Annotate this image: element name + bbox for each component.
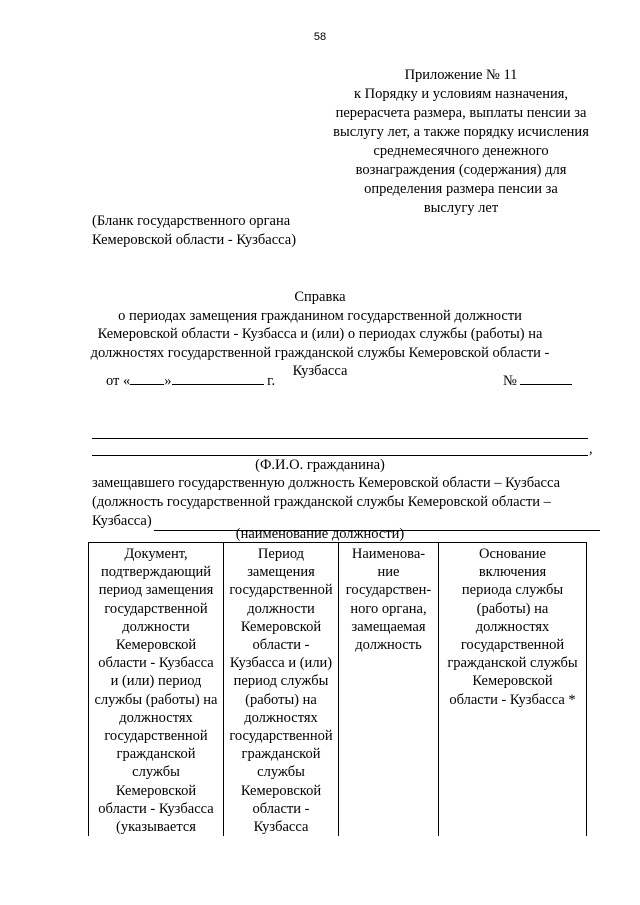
cell-line: Кемеровской [472, 673, 553, 690]
blank-header [92, 212, 296, 250]
subtitle-line: о периодах замещения гражданином государственной должности [118, 307, 522, 324]
certificate-title: Справка [294, 289, 346, 305]
number-label: № [503, 373, 517, 389]
cell-line: государственной [460, 637, 565, 654]
position-caption: (наименование должности) [235, 526, 405, 542]
number-field [503, 371, 572, 390]
cell-line: государственной [104, 600, 208, 617]
cell-line: службы (работы) на [94, 691, 218, 708]
fio-line-2 [92, 455, 588, 456]
appendix-header [318, 66, 604, 218]
cell-line: государственной [229, 582, 333, 599]
cell-line: Документ, [124, 546, 188, 562]
cell-line: области - Кузбасса * [449, 691, 576, 708]
column-header-agency [339, 543, 439, 837]
fio-line-1 [92, 438, 588, 439]
cell-line: Кемеровской [115, 637, 197, 654]
appendix-line: к Порядку и условиям назначения, [353, 86, 569, 102]
column-header-document [89, 543, 224, 837]
fio-caption: (Ф.И.О. гражданина) [255, 457, 385, 473]
table-header-row [89, 543, 587, 837]
cell-line: Основание [479, 546, 546, 562]
blank-line: (Бланк государственного органа [92, 213, 291, 229]
cell-line: Период [257, 546, 305, 562]
day-blank [130, 371, 164, 385]
cell-line: должностях [475, 618, 550, 635]
cell-line: период службы [233, 673, 329, 690]
subtitle-line: должностях государственной гражданской службы Кемеровской области - [90, 344, 550, 361]
column-header-basis [439, 543, 587, 837]
appendix-line: среднемесячного денежного [373, 143, 549, 159]
cell-line: должностях [244, 709, 318, 726]
cell-line: Кемеровской [115, 782, 197, 799]
cell-line: Кемеровской [240, 618, 322, 635]
cell-line: области - Кузбасса [98, 800, 214, 817]
month-blank [172, 371, 264, 385]
cell-line: государственной [104, 728, 208, 745]
date-field [106, 371, 275, 390]
cell-line: государствен- [345, 582, 432, 599]
body-line: (должность государственной гражданской службы Кемеровской области – [92, 494, 551, 510]
cell-line: периода службы [461, 582, 564, 599]
appendix-line: перерасчета размера, выплаты пенсии за [335, 105, 587, 121]
cell-line: и (или) период [110, 673, 202, 690]
service-periods-table [88, 542, 587, 836]
cell-line: области - Кузбасса [98, 655, 214, 672]
cell-line: службы [132, 764, 180, 781]
cell-line: ние [377, 564, 400, 581]
cell-line: (работы) на [476, 600, 549, 617]
date-prefix: от « [106, 373, 131, 389]
appendix-line: определения размера пенсии за [364, 181, 558, 197]
certificate-heading [0, 288, 640, 381]
column-header-period [224, 543, 339, 837]
cell-line: замещения [247, 564, 315, 581]
cell-line: замещаемая [351, 618, 426, 635]
cell-line: должность [355, 637, 422, 654]
body-line: замещавшего государственную должность Кемеровской области – Кузбасса [92, 475, 561, 491]
number-blank [520, 371, 572, 385]
cell-line: государственной [229, 728, 333, 745]
fio-line-comma: , [589, 441, 593, 457]
position-paragraph [92, 474, 600, 531]
cell-line: должности [122, 618, 190, 635]
subtitle-line: Кемеровской области - Кузбасса и (или) о периодах службы (работы) на [97, 326, 543, 342]
cell-line: (работы) на [245, 691, 317, 708]
cell-line: включения [478, 564, 547, 581]
page-number: 58 [313, 31, 327, 43]
appendix-line: выслугу лет, а также порядку исчисления [333, 124, 589, 140]
appendix-title: Приложение № 11 [404, 67, 518, 83]
cell-line: должностях [119, 709, 193, 726]
cell-line: ного органа, [350, 600, 427, 617]
certificate-subtitle [70, 307, 570, 381]
cell-line: должности [247, 600, 315, 617]
cell-line: Кузбасса [253, 819, 309, 836]
cell-line: гражданской службы [447, 655, 578, 672]
subtitle-line: Кузбасса [292, 363, 348, 379]
body-last-text: Кузбасса) [92, 513, 152, 529]
cell-line: области - [252, 637, 310, 654]
cell-line: Наименова- [351, 546, 426, 562]
cell-line: период замещения [98, 582, 214, 599]
appendix-line: выслугу лет [423, 200, 499, 216]
date-mid: » [164, 373, 172, 389]
cell-line: службы [257, 764, 305, 781]
date-suffix: г. [267, 373, 276, 389]
appendix-line: вознаграждения (содержания) для [355, 162, 567, 178]
cell-line: Кузбасса и (или) [229, 655, 333, 672]
cell-line: (указывается [116, 819, 196, 836]
cell-line: Кемеровской [240, 782, 322, 799]
cell-line: гражданской [241, 746, 321, 763]
blank-line: Кемеровской области - Кузбасса) [92, 232, 297, 248]
cell-line: области - [252, 800, 310, 817]
cell-line: подтверждающий [100, 564, 212, 581]
cell-line: гражданской [116, 746, 196, 763]
